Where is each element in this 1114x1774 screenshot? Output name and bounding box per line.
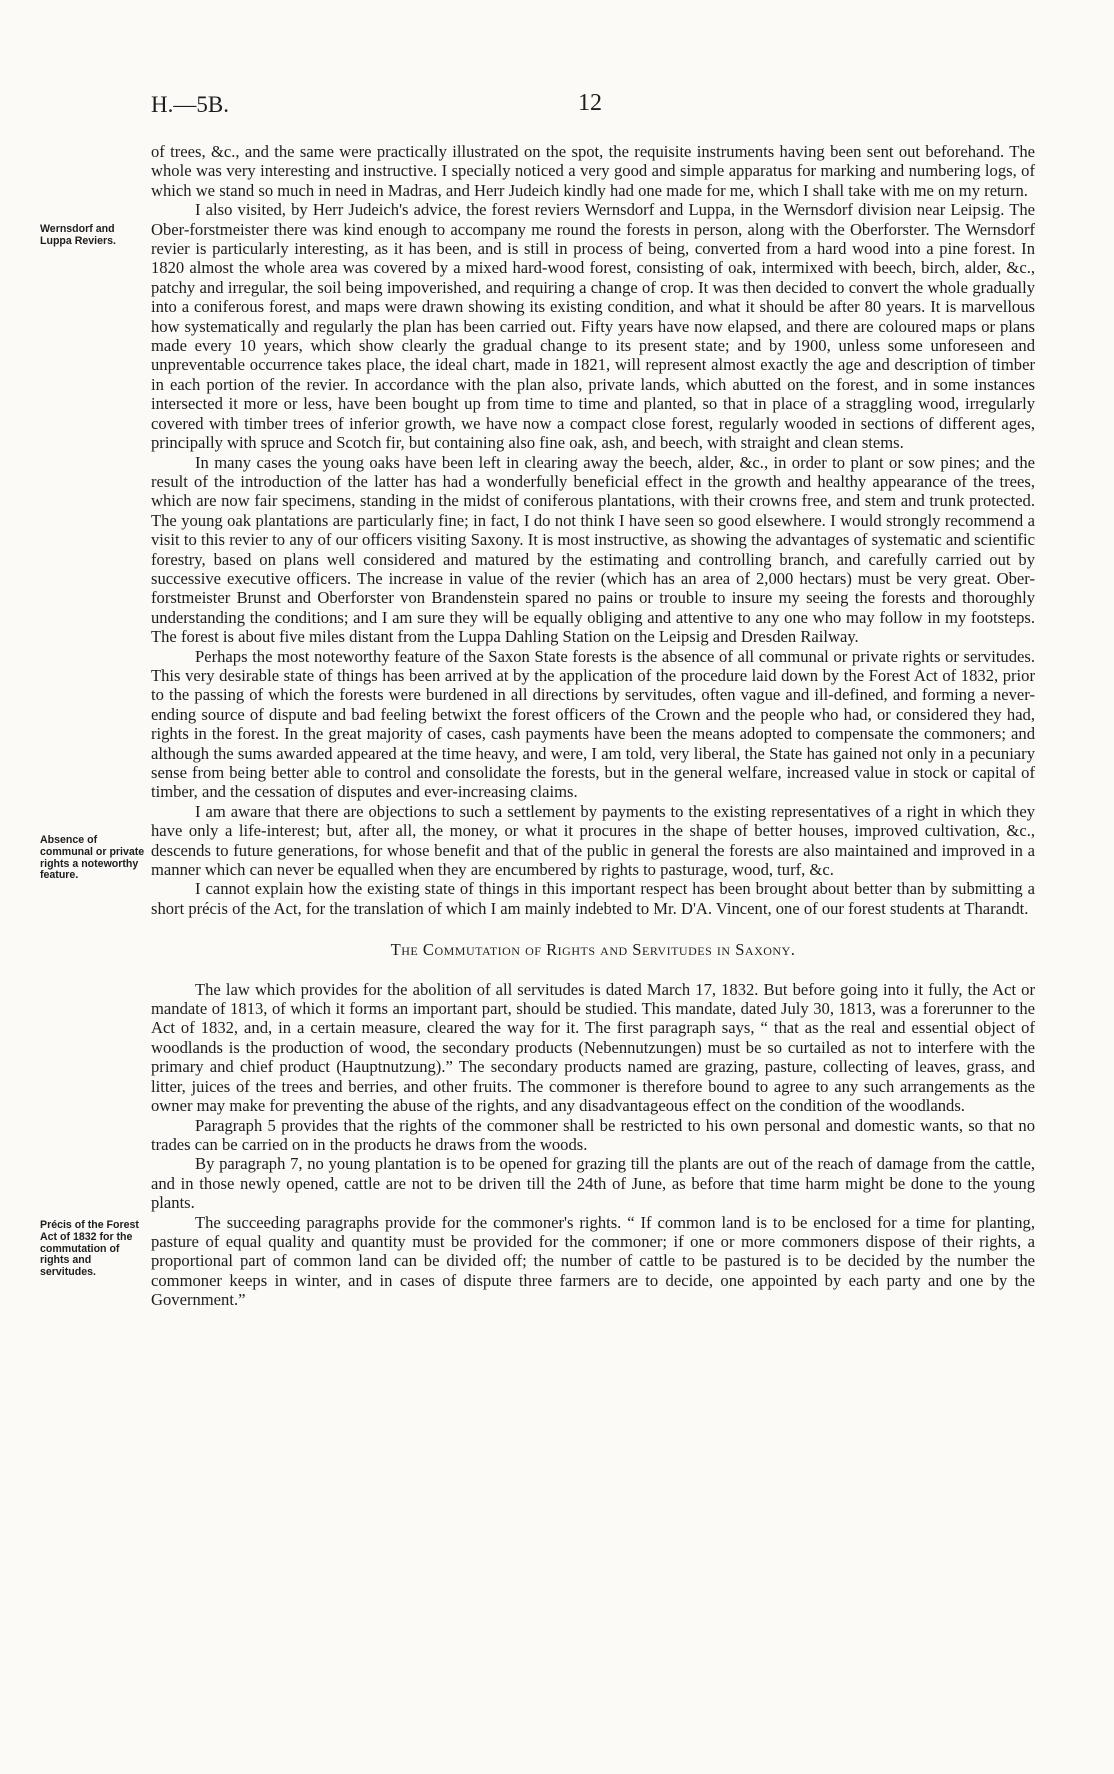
paragraph: I also visited, by Herr Judeich's advice, the forest reviers Wernsdorf and Luppa, in the Wernsdorf division near Leipsig. The Ober-forstmeister there was kind enough to accompany me round the forests in person, along with the Oberforster. The Wernsdorf revier is particularly interesting, as it has been, and is still in process of being, converted from a hard wood into a pine forest. In 1820 almost the whole area was covered by a mixed hard-wood forest, consisting of oak, intermixed with beech, birch, alder, &c., patchy and irregular, the soil being impoverished, and requiring a change of crop. It was then decided to convert the whole gradually into a coniferous forest, and maps were drawn showing its existing condition, and what it should be after 80 years. It is marvellous how systematically and regularly the plan has been carried out. Fifty years have now elapsed, and there are coloured maps or plans made every 10 years, which show clearly the gradual change to its present state; and by 1900, unless some unforeseen and unpreventable occurrence takes place, the ideal chart, made in 1821, will represent almost exactly the age and description of timber in each portion of the revier. In accordance with the plan also, private lands, which abutted on the forest, and in some instances intersected it more or less, have been bought up from time to time and planted, so that in place of a straggling wood, irregularly covered with timber trees of inferior growth, we have now a compact close forest, regularly wooded in sections of different ages, principally with spruce and Scotch fir, but containing also fine oak, ash, and beech, with straight and clean stems. <box>151 200 1035 453</box>
paragraph: I cannot explain how the existing state of things in this important respect has been brought about better than by submitting a short précis of the Act, for the translation of which I am mainly indebted to Mr. D'A. Vincent, one of our forest students at Tharandt. <box>151 879 1035 918</box>
paragraph: The succeeding paragraphs provide for the commoner's rights. “ If common land is to be enclosed for a time for planting, pasture of equal quality and quantity must be provided for the commoner; if one or more commoners dispose of their rights, a proportional part of common land can be divided off; the number of cattle to be pastured is to be decided by the number the commoner keeps in winter, and in cases of dispute three farmers are to decide, one appointed by each party and one by the Government.” <box>151 1212 1035 1310</box>
section-title: The Commutation of Rights and Servitudes in Saxony. <box>390 940 796 960</box>
margin-note-absence: Absence of communal or private rights a noteworthy feature. <box>40 834 145 882</box>
page-number: 12 <box>578 90 602 116</box>
paragraph: of trees, &c., and the same were practically illustrated on the spot, the requisite instruments having been sent out beforehand. The whole was very interesting and instructive. I specially noticed a very good and simple apparatus for marking and numbering logs, of which we stand so much in need in Madras, and Herr Judeich kindly had one made for me, which I shall take with me on my return. <box>151 142 1035 200</box>
paragraph: By paragraph 7, no young plantation is to be opened for grazing till the plants are out of the reach of damage from the cattle, and in those newly opened, cattle are not to be driven till the 24th of June, as before that time harm might be done to the young plants. <box>151 1154 1035 1213</box>
report-reference: H.—5B. <box>151 92 229 117</box>
margin-note-wernsdorf: Wernsdorf and Luppa Reviers. <box>40 223 116 247</box>
paragraph: The law which provides for the abolition of all servitudes is dated March 17, 1832. But before going into it fully, the Act or mandate of 1813, of which it forms an important part, should be studied. This mandate, dated July 30, 1813, was a forerunner to the Act of 1832, and, in a certain measure, cleared the way for it. The first paragraph says, “ that as the real and essential object of woodlands is the production of wood, the secondary products (Nebennutzungen) must be so curtailed as not to interfere with the primary and chief product (Hauptnutzung).” The secondary products named are grazing, pasture, collecting of leaves, grass, and litter, juices of the trees and berries, and other fruits. The commoner is therefore bound to agree to any such arrangements as the owner may make for preventing the abuse of the rights, and any disadvantageous effect on the condition of the woodlands. <box>151 979 1035 1116</box>
paragraph: Paragraph 5 provides that the rights of the commoner shall be restricted to his own personal and domestic wants, so that no trades can be carried on in the products he draws from the woods. <box>151 1115 1035 1154</box>
paragraph: In many cases the young oaks have been left in clearing away the beech, alder, &c., in order to plant or sow pines; and the result of the introduction of the latter has had a wonderfully beneficial effect in the growth and healthy appearance of the trees, which are now fair specimens, standing in the midst of coniferous plantations, with their crowns free, and stem and trunk protected. The young oak plantations are particularly fine; in fact, I do not think I have seen so good elsewhere. I would strongly recommend a visit to this revier to any of our officers visiting Saxony. It is most instructive, as showing the advantages of systematic and scientific forestry, based on plans well considered and matured by the estimating and controlling branch, and carefully carried out by successive executive officers. The increase in value of the revier (which has an area of 2,000 hectars) must be very great. Ober-forstmeister Brunst and Oberforster von Brandenstein spared no pains or trouble to insure my seeing the forests and thoroughly understanding the conditions; and I am sure they will be equally obliging and attentive to any one who may follow in my footsteps. The forest is about five miles distant from the Luppa Dahling Station on the Leipsig and Dresden Railway. <box>151 452 1035 647</box>
paragraph: Perhaps the most noteworthy feature of the Saxon State forests is the absence of all communal or private rights or servitudes. This very desirable state of things has been arrived at by the application of the procedure laid down by the Forest Act of 1832, prior to the passing of which the forests were burdened in all directions by servitudes, often vague and ill-defined, and forming a never-ending source of dispute and bad feeling betwixt the forest officers of the Crown and the people who had, or considered they had, rights in the forest. In the great majority of cases, cash payments have been the means adopted to compensate the commoners; and although the sums awarded appeared at the time heavy, and were, I am told, very liberal, the State has gained not only in a pecuniary sense from being better able to control and consolidate the forests, but in the general welfare, increased value in stock or capital of timber, and the cessation of disputes and ever-increasing claims. <box>151 646 1035 802</box>
body-text <box>151 142 1035 1310</box>
paragraph: I am aware that there are objections to such a settlement by payments to the existing representatives of a right in which they have only a life-interest; but, after all, the money, or what it procures in the shape of better houses, improved cultivation, &c., descends to future generations, for whose benefit and that of the public in general the forests are also maintained and improved in a manner which can never be equalled when they are encumbered by rights to pasturage, wood, turf, &c. <box>151 801 1035 880</box>
margin-note-precis: Précis of the Forest Act of 1832 for the commutation of rights and servitudes. <box>40 1219 139 1279</box>
